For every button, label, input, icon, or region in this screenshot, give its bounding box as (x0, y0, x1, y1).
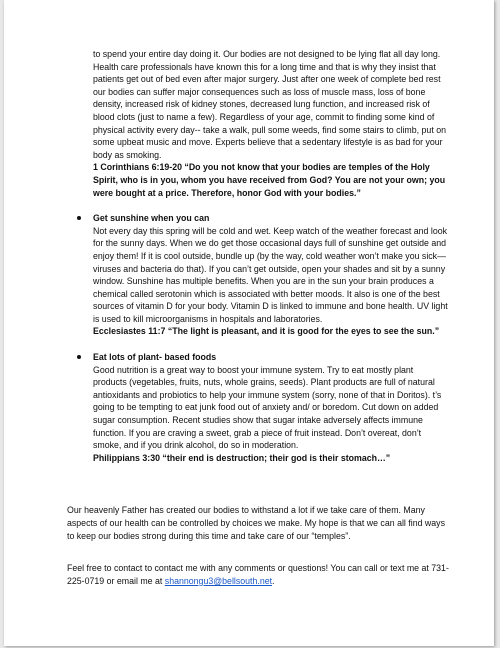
contact-text: Feel free to contact to contact me with any comments or questions! You can call or text me at 731-225-0719 or email me at (67, 563, 449, 586)
bible-verse-ecclesiastes: Ecclesiastes 11:7 “The light is pleasant, and it is good for the eyes to see the sun.” (93, 326, 440, 337)
section-plant-foods (93, 351, 449, 464)
bible-verse-philippians: Philippians 3:30 “their end is destruction; their god is their stomach…” (93, 452, 391, 463)
bullet-icon (77, 355, 81, 359)
closing-paragraph: Our heavenly Father has created our bodies to withstand a lot if we take care of them. Many aspects of our health can be controlled by choices we make. My hope is that we can all find ways to keep our bodies strong during this time and take care of our “temples”. (67, 505, 445, 541)
email-link[interactable]: shannongu3@bellsouth.net (164, 575, 273, 586)
section-body-sunshine: Not every day this spring will be cold and wet. Keep watch of the weather forecast and look for the sunny days. When we do get those occasional days full of sunshine get outside and enjoy them! If it is cool outside, bundle up (by the way, cold weather won’t make you sick—viruses and bacteria do that). If you can’t get outside, open your shades and sit by a sunny window. Sunshine has multiple benefits. When you are in the sun your brain produces a chemical called serotonin which is associated with better moods. It also is one of the best sources of vitamin D for your body. Vitamin D is linked to immune and bone health. UV light is used to kill microorganisms in hospitals and laboratories. (93, 225, 448, 324)
contact-end: . (272, 575, 275, 586)
section-heading-plant-foods: Eat lots of plant- based foods (93, 352, 217, 363)
intro-paragraph: to spend your entire day doing it. Our bodies are not designed to be lying flat all day long. Health care professionals have known this for a long time and that is why they insist that patients get out of bed even after major surgery. Just after one week of complete bed rest our bodies can suffer major consequences such as loss of muscle mass, loss of bone density, increased risk of kidney stones, decreased lung function, and increased risk of blood clots (just to name a few). Regardless of your age, commit to finding some kind of physical activity every day-- take a walk, pull some weeds, find some stairs to climb, put on some upbeat music and move. Experts believe that a sedentary lifestyle is as bad for your body as smoking. (93, 49, 446, 160)
contact-paragraph (67, 562, 449, 587)
page-content (67, 48, 449, 587)
section-sunshine (93, 212, 449, 338)
document-page (4, 0, 494, 646)
section-body-plant-foods: Good nutrition is a great way to boost your immune system. Try to eat mostly plant products (vegetables, fruits, nuts, whole grains, seeds). Plant products are full of natural antioxidants and probiotics to help your immune system (sorry, none of that in Doritos). t’s going to be tempting to eat junk food out of anxiety and/ or boredom. Cut down on added sugar consumption. Recent studies show that sugar intake adversely affects immune function. If you are craving a sweet, grab a piece of fruit instead. Don’t overeat, don’t smoke, and if you drink alcohol, do so in moderation. (93, 364, 442, 451)
section-heading-sunshine: Get sunshine when you can (93, 213, 210, 224)
bible-verse-corinthians: 1 Corinthians 6:19-20 “Do you not know that your bodies are temples of the Holy Spirit, who is in you, whom you have received from God? You are not your own; you were bought at a price. Therefore, honor God with your bodies.” (93, 162, 446, 198)
bullet-icon (77, 216, 81, 220)
